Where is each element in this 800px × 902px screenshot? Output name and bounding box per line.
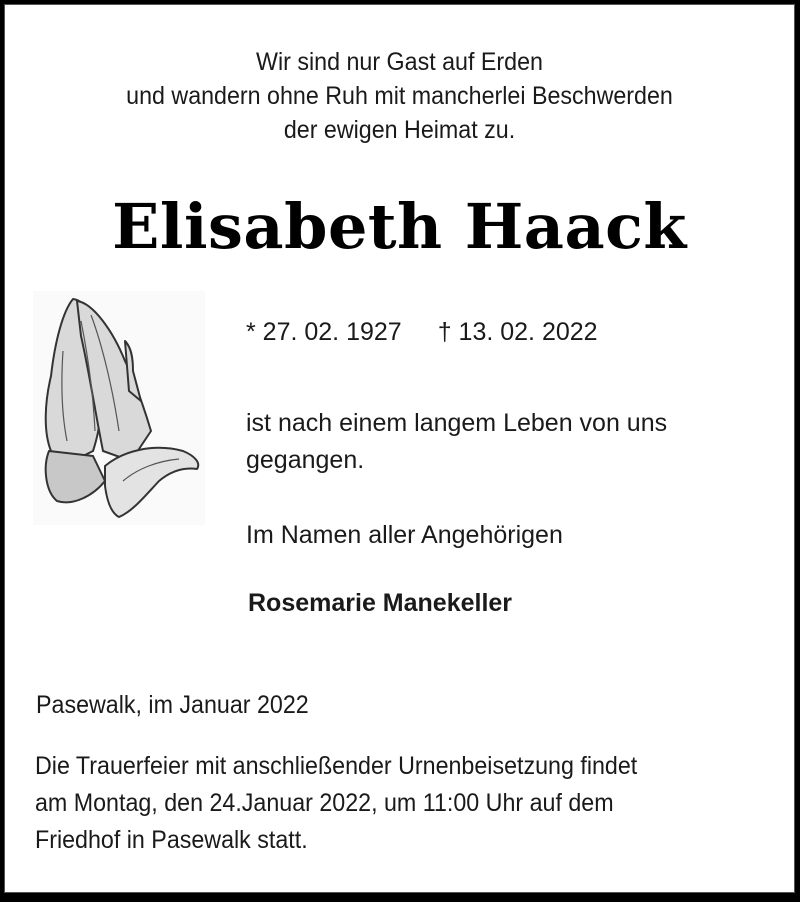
place-date: Pasewalk, im Januar 2022 xyxy=(36,691,309,719)
service-info xyxy=(35,748,637,859)
message-line: gegangen. xyxy=(246,446,365,474)
service-line: Die Trauerfeier mit anschließender Urnenbeisetzung findet xyxy=(35,752,638,780)
verse-line: der ewigen Heimat zu. xyxy=(283,116,516,144)
birth-date: * 27. 02. 1927 xyxy=(246,318,402,346)
death-date: † 13. 02. 2022 xyxy=(437,318,598,346)
signer-name: Rosemarie Manekeller xyxy=(248,589,513,617)
obituary-card xyxy=(4,4,795,893)
service-line: am Montag, den 24.Januar 2022, um 11:00 Uhr auf dem xyxy=(35,789,614,817)
passing-message xyxy=(246,405,667,479)
life-dates xyxy=(246,318,598,347)
verse-line: und wandern ohne Ruh mit mancherlei Beschwerden xyxy=(126,82,673,110)
deceased-name: Elisabeth Haack xyxy=(112,190,687,263)
service-line: Friedhof in Pasewalk statt. xyxy=(35,826,308,854)
message-line: ist nach einem langem Leben von uns xyxy=(246,409,668,437)
verse-line: Wir sind nur Gast auf Erden xyxy=(256,48,543,76)
praying-hands-icon xyxy=(33,291,205,525)
family-intro: Im Namen aller Angehörigen xyxy=(246,521,563,549)
memorial-verse xyxy=(33,45,767,147)
